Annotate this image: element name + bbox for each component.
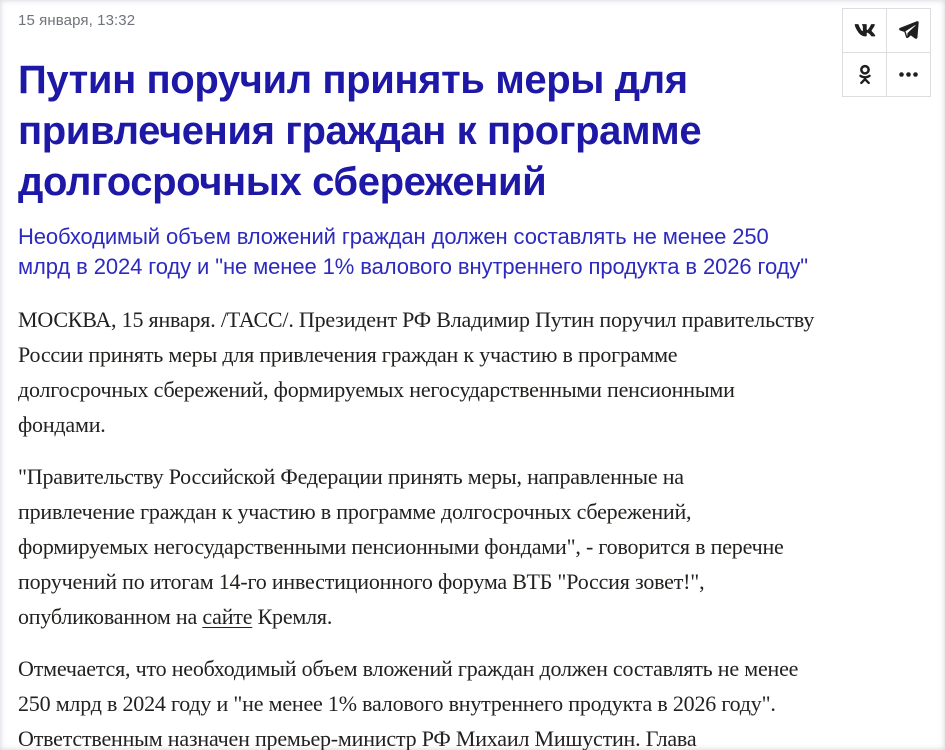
text-segment: опубликованном на (18, 604, 203, 629)
paragraph-line (18, 721, 927, 750)
title-line: привлечения граждан к программе (18, 109, 702, 153)
article-paragraph (18, 651, 927, 750)
publish-timestamp: 15 января, 13:32 (18, 12, 136, 29)
telegram-icon (899, 21, 919, 41)
article-paragraph (18, 459, 927, 634)
text-segment: долгосрочных сбережений, формируемых негосударственными пенсионными (18, 377, 735, 402)
article-body (18, 302, 927, 750)
article-paragraph (18, 302, 927, 442)
paragraph-line (18, 407, 927, 442)
text-segment: поручений по итогам 14-го инвестиционного форума ВТБ "Россия зовет!", (18, 569, 705, 594)
share-vk-button[interactable] (843, 9, 886, 52)
title-line: Путин поручил принять меры для (18, 58, 688, 102)
ellipsis-icon (899, 72, 918, 77)
subtitle-line: млрд в 2024 году и "не менее 1% валового внутреннего продукта в 2026 году" (18, 254, 808, 279)
paragraph-line (18, 302, 927, 337)
text-segment: России принять меры для привлечения граждан к участию в программе (18, 342, 678, 367)
paragraph-line (18, 564, 927, 599)
text-segment: Кремля. (252, 604, 333, 629)
text-segment: "Правительству Российской Федерации принять меры, направленные на (18, 464, 684, 489)
vk-icon (853, 19, 876, 42)
paragraph-line (18, 372, 927, 407)
paragraph-line (18, 686, 927, 721)
paragraph-line (18, 529, 927, 564)
share-buttons-group (842, 8, 931, 97)
paragraph-line (18, 494, 927, 529)
article-subtitle (18, 222, 927, 282)
paragraph-line (18, 599, 927, 634)
paragraph-line (18, 459, 927, 494)
paragraph-line (18, 651, 927, 686)
text-segment: привлечение граждан к участию в программе долгосрочных сбережений, (18, 499, 692, 524)
article-title (18, 55, 927, 208)
text-segment: МОСКВА, 15 января. /ТАСС/. Президент РФ Владимир Путин поручил правительству (18, 307, 815, 332)
paragraph-line (18, 337, 927, 372)
title-line: долгосрочных сбережений (18, 160, 547, 204)
share-odnoklassniki-button[interactable] (843, 53, 886, 96)
share-more-button[interactable] (887, 53, 930, 96)
share-telegram-button[interactable] (887, 9, 930, 52)
kremlin-site-link[interactable]: сайте (202, 604, 253, 629)
text-segment: Отмечается, что необходимый объем вложений граждан должен составлять не менее (18, 656, 799, 681)
text-segment: 250 млрд в 2024 году и "не менее 1% валового внутреннего продукта в 2026 году". (18, 691, 776, 716)
ok-icon (859, 64, 871, 85)
subtitle-line: Необходимый объем вложений граждан должен составлять не менее 250 (18, 224, 769, 249)
text-segment: Ответственным назначен премьер-министр РФ Михаил Мишустин. Глава (18, 726, 697, 750)
text-segment: фондами. (18, 412, 106, 437)
text-segment: формируемых негосударственными пенсионными фондами", - говорится в перечне (18, 534, 784, 559)
